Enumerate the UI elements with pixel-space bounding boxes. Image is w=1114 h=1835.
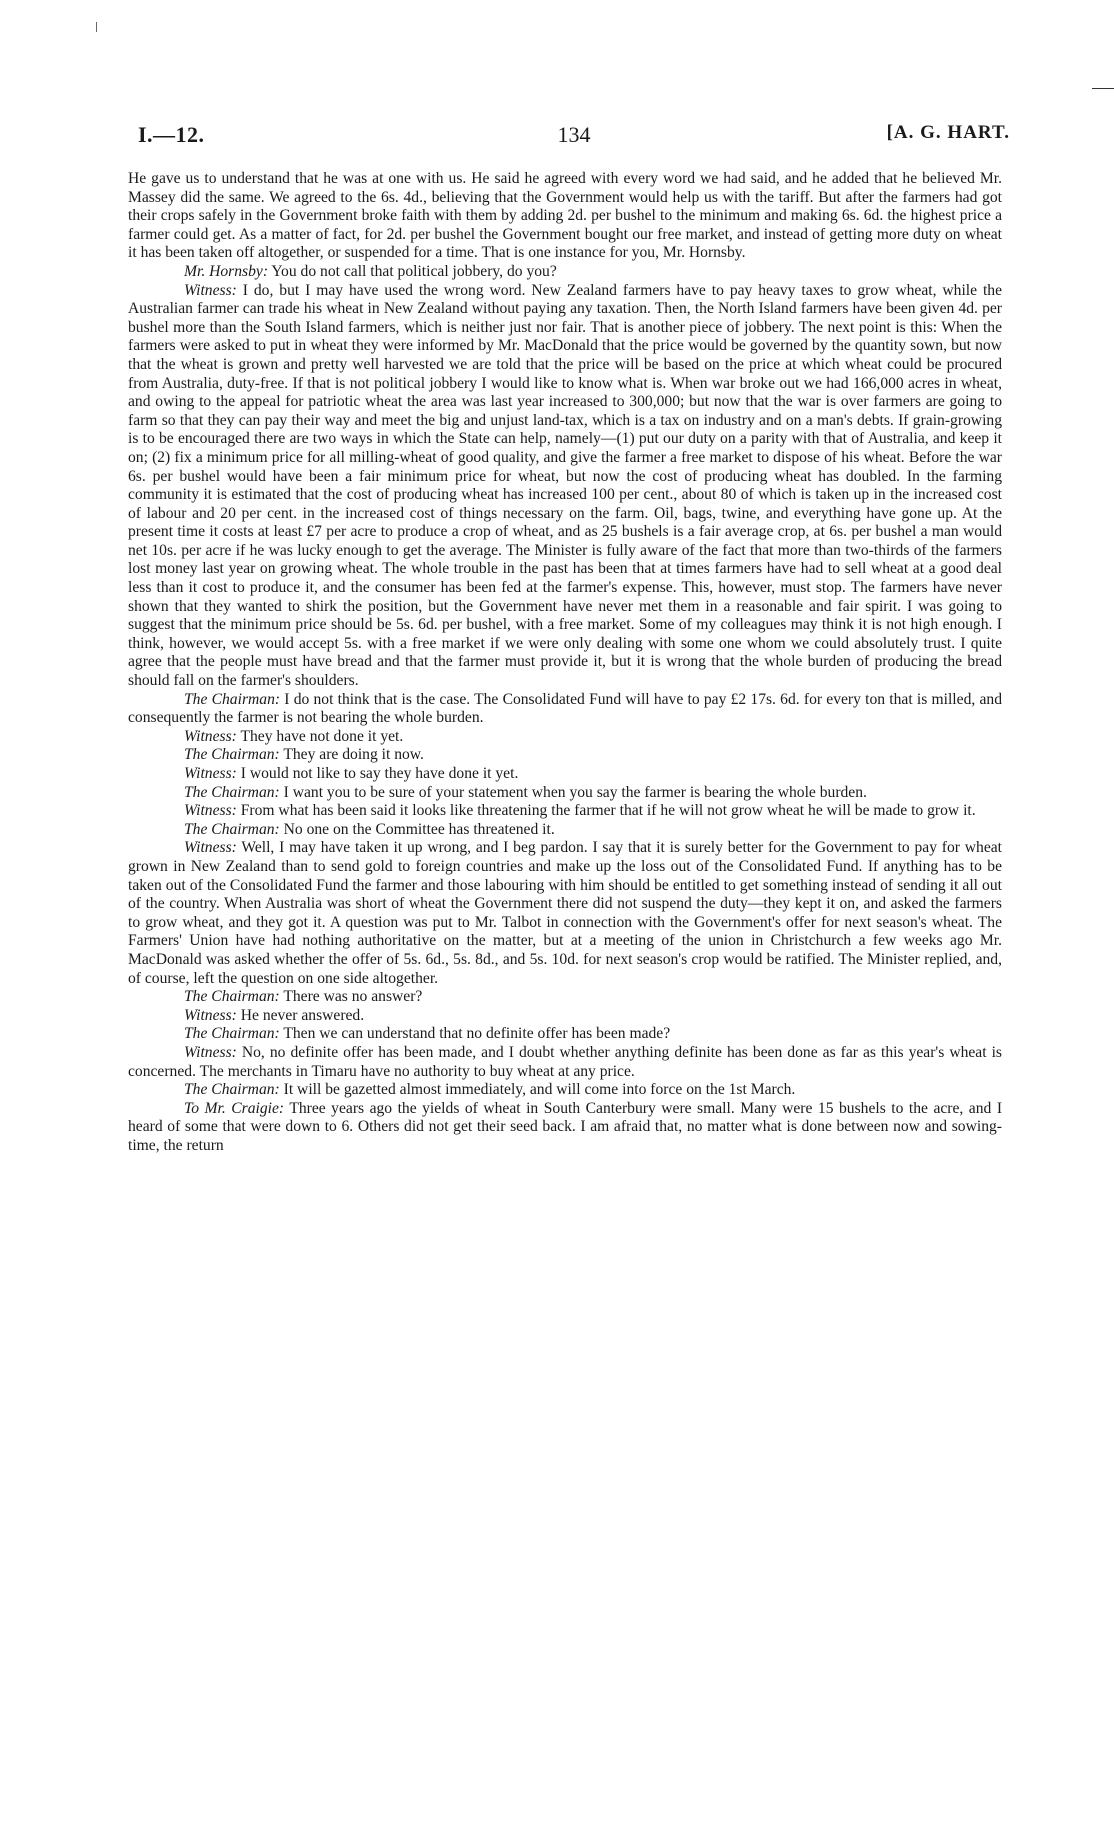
paragraph	[128, 728, 1002, 747]
paragraph-text: He never answered.	[236, 1006, 365, 1024]
paragraph	[128, 802, 1002, 821]
paragraph	[128, 1044, 1002, 1081]
paragraph-text: I would not like to say they have done it yet.	[236, 765, 519, 782]
paragraph	[128, 765, 1002, 784]
paragraph	[128, 746, 1002, 765]
paragraph-text: He gave us to understand that he was at one with us. He said he agreed with every word we had said, and he added that he believed Mr. Massey did the same. We agreed to the 6s. 4d., believing that the Government would help us with the tariff. But after the farmers had got their crops safely in the Government broke faith with them by adding 2d. per bushel to the minimum and making 6s. 6d. the highest price a farmer could get. As a matter of fact, for 2d. per bushel the Government bought our free market, and instead of getting more duty on wheat it has been taken off altogether, or suspended for a time. That is one instance for you, Mr. Hornsby.	[128, 170, 1002, 262]
paragraph-text: No, no definite offer has been made, and I doubt whether anything definite has been done as far as this year's wheat is concerned. The merchants in Timaru have no authority to buy wheat at any price.	[128, 1043, 1002, 1080]
paragraph-text: You do not call that political jobbery, do you?	[268, 262, 557, 280]
paragraph	[128, 282, 1002, 691]
speaker: Witness:	[184, 1043, 237, 1061]
speaker: Witness:	[184, 839, 237, 857]
speaker: The Chairman:	[184, 746, 280, 764]
paragraph	[128, 821, 1002, 840]
paragraph-text: There was no answer?	[279, 988, 423, 1006]
paragraph-text: I do not think that is the case. The Consolidated Fund will have to pay £2 17s. 6d. for every ton that is milled, and consequently the farmer is not bearing the whole burden.	[128, 690, 1002, 727]
speaker: The Chairman:	[184, 988, 280, 1006]
speaker: The Chairman:	[184, 783, 280, 801]
paragraph	[128, 691, 1002, 728]
margin-mark	[96, 22, 97, 32]
margin-mark	[1092, 88, 1114, 89]
paragraph	[128, 988, 1002, 1007]
transcript-body	[128, 170, 1002, 1155]
paragraph-text: They have not done it yet.	[236, 727, 404, 745]
speaker: The Chairman:	[184, 690, 281, 708]
paragraph-text: No one on the Committee has threatened it.	[279, 820, 555, 838]
page-number: 134	[557, 122, 591, 147]
paragraph-text: Three years ago the yields of wheat in South Canterbury were small. Many were 15 bushels to the acre, and I heard of some that were down to 6. Others did not get their seed back. I am afraid that, no matter what is done between now and sowing-time, the return	[128, 1099, 1003, 1154]
speaker: Witness:	[184, 1006, 237, 1024]
witness-name: [A. G. HART.	[886, 122, 1010, 143]
speaker: Witness:	[184, 765, 237, 782]
paragraph-text: Well, I may have taken it up wrong, and I beg pardon. I say that it is surely better for the Government to pay for wheat grown in New Zealand than to send gold to foreign countries and make up the loss out of the Consolidated Fund. If anything has to be taken out of the Consolidated Fund the farmer and those labouring with him should be entitled to get something instead of sending it all out of the country. When Australia was short of wheat the Government there did not suspend the duty—they kept it on, and asked the farmers to grow wheat, and they got it. A question was put to Mr. Talbot in connection with the Government's offer for next season's wheat. The Farmers' Union have had nothing authoritative on the matter, but at a meeting of the union in Christchurch a few weeks ago Mr. MacDonald was asked whether the offer of 5s. 6d., 5s. 8d., and 5s. 10d. for next season's crop would be ratified. The Minister replied, and, of course, left the question on one side altogether.	[128, 839, 1002, 987]
speaker: The Chairman:	[184, 1081, 280, 1099]
paragraph-text: It will be gazetted almost immediately, and will come into force on the 1st March.	[279, 1081, 796, 1099]
paragraph-text: From what has been said it looks like threatening the farmer that if he will not grow wheat he will be made to grow it.	[236, 802, 976, 820]
speaker: The Chairman:	[184, 1025, 280, 1043]
paragraph	[128, 784, 1002, 803]
paragraph-text: They are doing it now.	[279, 746, 424, 764]
paragraph	[128, 1025, 1002, 1044]
speaker: Witness:	[184, 727, 237, 745]
speaker: The Chairman:	[184, 820, 280, 838]
paragraph-text: Then we can understand that no definite offer has been made?	[279, 1025, 671, 1043]
speaker: Mr. Hornsby:	[184, 262, 269, 280]
speaker: Witness:	[184, 802, 237, 820]
page-header	[138, 122, 1010, 150]
paragraph	[128, 1007, 1002, 1026]
paragraph	[128, 839, 1002, 988]
paragraph	[128, 263, 1002, 282]
speaker: To Mr. Craigie:	[184, 1099, 285, 1117]
paragraph-text: I do, but I may have used the wrong word. New Zealand farmers have to pay heavy taxes to grow wheat, while the Australian farmer can trade his wheat in New Zealand without paying any taxation. Then, the North Island farmers have been given 4d. per bushel more than the South Island farmers, which is neither just nor fair. That is another piece of jobbery. The next point is this: When the farmers were asked to put in wheat they were informed by Mr. MacDonald that the price would be governed by the quantity sown, but now that the wheat is grown and pretty well harvested we are told that the price will be based on the price at which wheat could be procured from Australia, duty-free. If that is not political jobbery I would like to know what is. When war broke out we had 166,000 acres in wheat, and owing to the appeal for patriotic wheat the area was last year increased to 300,000; but now that the war is over farmers are going to farm so that they can pay their way and meet the big and unjust land-tax, which is a tax on industry and on a man's debts. If grain-growing is to be encouraged there are two ways in which the State can help, namely—(1) put our duty on a parity with that of Australia, and keep it on; (2) fix a minimum price for all milling-wheat of good quality, and give the farmer a free market to dispose of his wheat. Before the war 6s. per bushel would have been a fair minimum price for wheat, but now the cost of producing wheat has doubled. In the farming community it is estimated that the cost of producing wheat has increased 100 per cent., about 80 of which is taken up in the increased cost of labour and 20 per cent. in the increased cost of things necessary on the farm. Oil, bags, twine, and everything have gone up. At the present time it costs at least £7 per acre to produce a crop of wheat, and as 25 bushels is a fair average crop, at 6s. per bushel a man would net 10s. per acre if he was lucky enough to get the average. The Minister is fully aware of the fact that more than two-thirds of the farmers lost money last year on growing wheat. The whole trouble in the past has been that at times farmers have had to sell wheat at a good deal less than it cost to produce it, and the consumer has been fed at the farmer's expense. This, however, must stop. The farmers have never shown that they wanted to shirk the position, but the Government have never met them in a reasonable and fair spirit. I was going to suggest that the minimum price should be 5s. 6d. per bushel, with a free market. Some of my colleagues may think it is not high enough. I think, however, we would accept 5s. with a free market if we were only dealing with some one whom we could absolutely trust. I quite agree that the people must have bread and that the farmer must provide it, but it is wrong that the whole burden of producing the bread should fall on the farmer's shoulders.	[128, 281, 1002, 690]
document-reference: I.—12.	[138, 122, 205, 147]
paragraph	[128, 1081, 1002, 1100]
speaker: Witness:	[184, 281, 237, 299]
paragraph	[128, 1100, 1002, 1156]
paragraph-text: I want you to be sure of your statement when you say the farmer is bearing the whole burden.	[279, 783, 867, 801]
paragraph	[128, 170, 1002, 263]
